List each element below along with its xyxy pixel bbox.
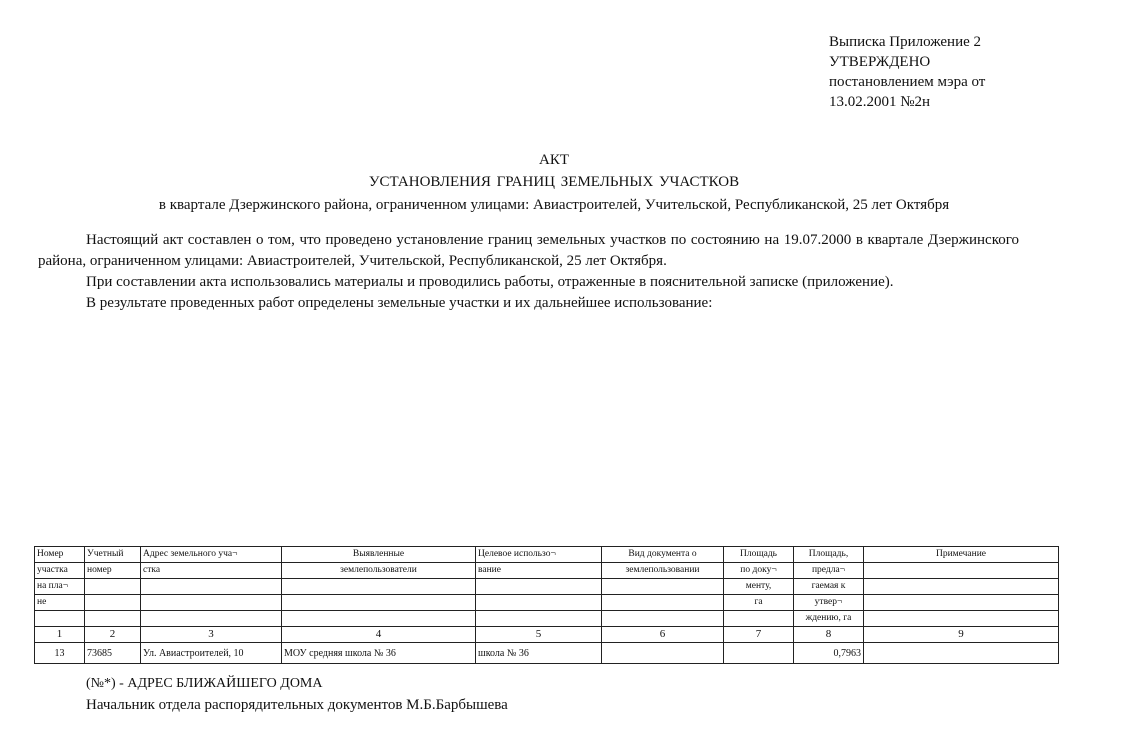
body-paragraph: В результате проведенных работ определены земельные участки и их дальнейшее использование: bbox=[86, 295, 713, 311]
table-cell: 13 bbox=[35, 643, 85, 664]
column-number-cell: 7 bbox=[724, 627, 794, 643]
table-header-row bbox=[35, 595, 1059, 611]
header-cell bbox=[476, 579, 602, 595]
column-number-cell: 4 bbox=[282, 627, 476, 643]
header-cell bbox=[141, 579, 282, 595]
header-cell: землепользователи bbox=[282, 563, 476, 579]
approval-line: Выписка Приложение 2 bbox=[829, 34, 982, 50]
header-cell: утвер¬ bbox=[794, 595, 864, 611]
header-cell bbox=[864, 611, 1059, 627]
header-cell: менту, bbox=[724, 579, 794, 595]
approval-line: постановлением мэра от bbox=[829, 74, 986, 90]
header-cell: стка bbox=[141, 563, 282, 579]
column-number-cell: 9 bbox=[864, 627, 1059, 643]
table-cell: школа № 36 bbox=[476, 643, 602, 664]
approval-block bbox=[829, 32, 1079, 112]
header-cell bbox=[864, 579, 1059, 595]
land-plots-table bbox=[34, 546, 1059, 664]
header-cell: землепользовании bbox=[602, 563, 724, 579]
header-cell: участка bbox=[35, 563, 85, 579]
header-cell: на пла¬ bbox=[35, 579, 85, 595]
header-cell: Выявленные bbox=[282, 547, 476, 563]
header-cell bbox=[282, 579, 476, 595]
table-cell bbox=[864, 643, 1059, 664]
document-location: в квартале Дзержинского района, ограниченном улицами: Авиастроителей, Учительской, Республиканской, 25 лет Октября bbox=[158, 197, 950, 213]
land-plots-table-container bbox=[34, 546, 1058, 664]
header-cell: Адрес земельного уча¬ bbox=[141, 547, 282, 563]
header-cell: Учетный bbox=[85, 547, 141, 563]
table-row bbox=[35, 643, 1059, 664]
header-cell bbox=[476, 611, 602, 627]
table-header-row bbox=[35, 611, 1059, 627]
footnote: (№*) - АДРЕС БЛИЖАЙШЕГО ДОМА bbox=[86, 676, 323, 691]
header-cell: предла¬ bbox=[794, 563, 864, 579]
header-cell bbox=[85, 611, 141, 627]
header-cell bbox=[602, 595, 724, 611]
column-number-cell: 3 bbox=[141, 627, 282, 643]
document-title: АКТ bbox=[539, 152, 569, 168]
column-number-cell: 5 bbox=[476, 627, 602, 643]
column-number-cell: 6 bbox=[602, 627, 724, 643]
header-cell bbox=[602, 579, 724, 595]
table-header-row bbox=[35, 579, 1059, 595]
approval-line: УТВЕРЖДЕНО bbox=[829, 54, 931, 70]
header-cell: Целевое использо¬ bbox=[476, 547, 602, 563]
column-number-row bbox=[35, 627, 1059, 643]
table-cell: 0,7963 bbox=[794, 643, 864, 664]
column-number-cell: 8 bbox=[794, 627, 864, 643]
header-cell: вание bbox=[476, 563, 602, 579]
header-cell bbox=[864, 563, 1059, 579]
header-cell: гаемая к bbox=[794, 579, 864, 595]
header-cell: га bbox=[724, 595, 794, 611]
header-cell bbox=[85, 595, 141, 611]
header-cell: ждению, га bbox=[794, 611, 864, 627]
table-cell: Ул. Авиастроителей, 10 bbox=[141, 643, 282, 664]
header-cell bbox=[602, 611, 724, 627]
table-cell: МОУ средняя школа № 36 bbox=[282, 643, 476, 664]
body-paragraph: Настоящий акт составлен о том, что проведено установление границ земельных участков по состоянию на 19.07.2000 в квартале Дзержинского района, ограниченном улицами: Авиастроителей, Учительской, Республиканской, 25 лет Октября. bbox=[38, 232, 1019, 269]
header-cell bbox=[864, 595, 1059, 611]
table-cell bbox=[724, 643, 794, 664]
header-cell bbox=[35, 611, 85, 627]
header-cell bbox=[85, 579, 141, 595]
document-body bbox=[38, 230, 1019, 314]
header-cell: не bbox=[35, 595, 85, 611]
header-cell: по доку¬ bbox=[724, 563, 794, 579]
header-cell: Вид документа о bbox=[602, 547, 724, 563]
column-number-cell: 1 bbox=[35, 627, 85, 643]
header-cell: Примечание bbox=[864, 547, 1059, 563]
document-subtitle: УСТАНОВЛЕНИЯ ГРАНИЦ ЗЕМЕЛЬНЫХ УЧАСТКОВ bbox=[368, 174, 740, 190]
table-header-row bbox=[35, 563, 1059, 579]
header-cell: Номер bbox=[35, 547, 85, 563]
approval-line: 13.02.2001 №2н bbox=[829, 94, 931, 110]
column-number-cell: 2 bbox=[85, 627, 141, 643]
table-header-row bbox=[35, 547, 1059, 563]
body-paragraph: При составлении акта использовались материалы и проводились работы, отраженные в пояснительной записке (приложение). bbox=[86, 274, 894, 290]
header-cell bbox=[282, 611, 476, 627]
header-cell: Площадь, bbox=[794, 547, 864, 563]
header-cell: Площадь bbox=[724, 547, 794, 563]
header-cell bbox=[282, 595, 476, 611]
header-cell bbox=[724, 611, 794, 627]
signature-line: Начальник отдела распорядительных документов М.Б.Барбышева bbox=[86, 697, 508, 713]
header-cell bbox=[141, 595, 282, 611]
header-cell: номер bbox=[85, 563, 141, 579]
table-cell bbox=[602, 643, 724, 664]
header-cell bbox=[141, 611, 282, 627]
header-cell bbox=[476, 595, 602, 611]
table-cell: 73685 bbox=[85, 643, 141, 664]
